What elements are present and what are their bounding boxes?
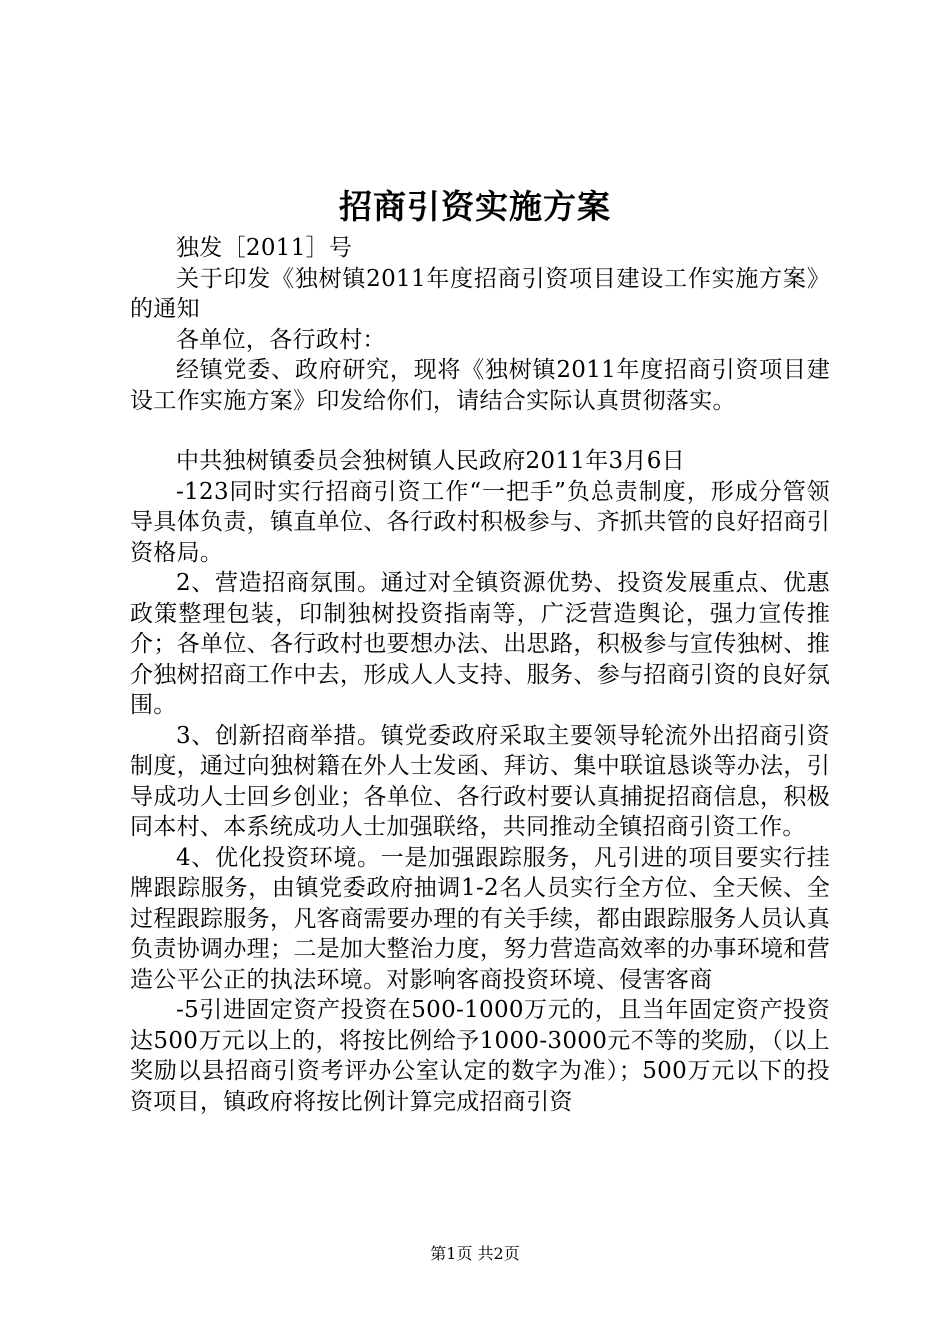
- notice-body: 经镇党委、政府研究，现将《独树镇2011年度招商引资项目建设工作实施方案》印发给你们，请结合实际认真贯彻落实。: [130, 357, 830, 414]
- document-title: 招商引资实施方案: [339, 187, 611, 226]
- document-body: [130, 233, 830, 1117]
- recipients-line: 各单位，各行政村：: [176, 326, 386, 353]
- body-paragraph: -123同时实行招商引资工作“一把手”负总责制度，形成分管领导具体负责，镇直单位、各行政村积极参与、齐抓共管的良好招商引资格局。: [130, 478, 830, 566]
- paragraph-gap: [130, 416, 830, 446]
- body-paragraph: 3、创新招商举措。镇党委政府采取主要领导轮流外出招商引资制度，通过向独树籍在外人士发函、拜访、集中联谊恳谈等办法，引导成功人士回乡创业；各单位、各行政村要认真捕捉招商信息，积极同本村、本系统成功人士加强联络，共同推动全镇招商引资工作。: [130, 722, 830, 840]
- issuer-date-line: 中共独树镇委员会独树镇人民政府2011年3月6日: [176, 448, 685, 474]
- body-paragraph: 2、营造招商氛围。通过对全镇资源优势、投资发展重点、优惠政策整理包装，印制独树投资指南等，广泛营造舆论，强力宣传推介；各单位、各行政村也要想办法、出思路，积极参与宣传独树、推介独树招商工作中去，形成人人支持、服务、参与招商引资的良好氛围。: [130, 570, 830, 718]
- notice-heading: 关于印发《独树镇2011年度招商引资项目建设工作实施方案》的通知: [130, 265, 830, 322]
- page-footer: 第1页 共2页: [430, 1244, 520, 1263]
- body-paragraph: -5引进固定资产投资在500-1000万元的，且当年固定资产投资达500万元以上的，将按比例给予1000-3000元不等的奖励，（以上奖励以县招商引资考评办公室认定的数字为准）；500万元以下的投资项目，镇政府将按比例计算完成招商引资: [130, 997, 830, 1115]
- body-paragraph: 4、优化投资环境。一是加强跟踪服务，凡引进的项目要实行挂牌跟踪服务，由镇党委政府抽调1-2名人员实行全方位、全天候、全过程跟踪服务，凡客商需要办理的有关手续，都由跟踪服务人员认真负责协调办理；二是加大整治力度，努力营造高效率的办事环境和营造公平公正的执法环境。对影响客商投资环境、侵害客商: [130, 844, 830, 993]
- document-number: 独发［2011］号: [176, 235, 353, 261]
